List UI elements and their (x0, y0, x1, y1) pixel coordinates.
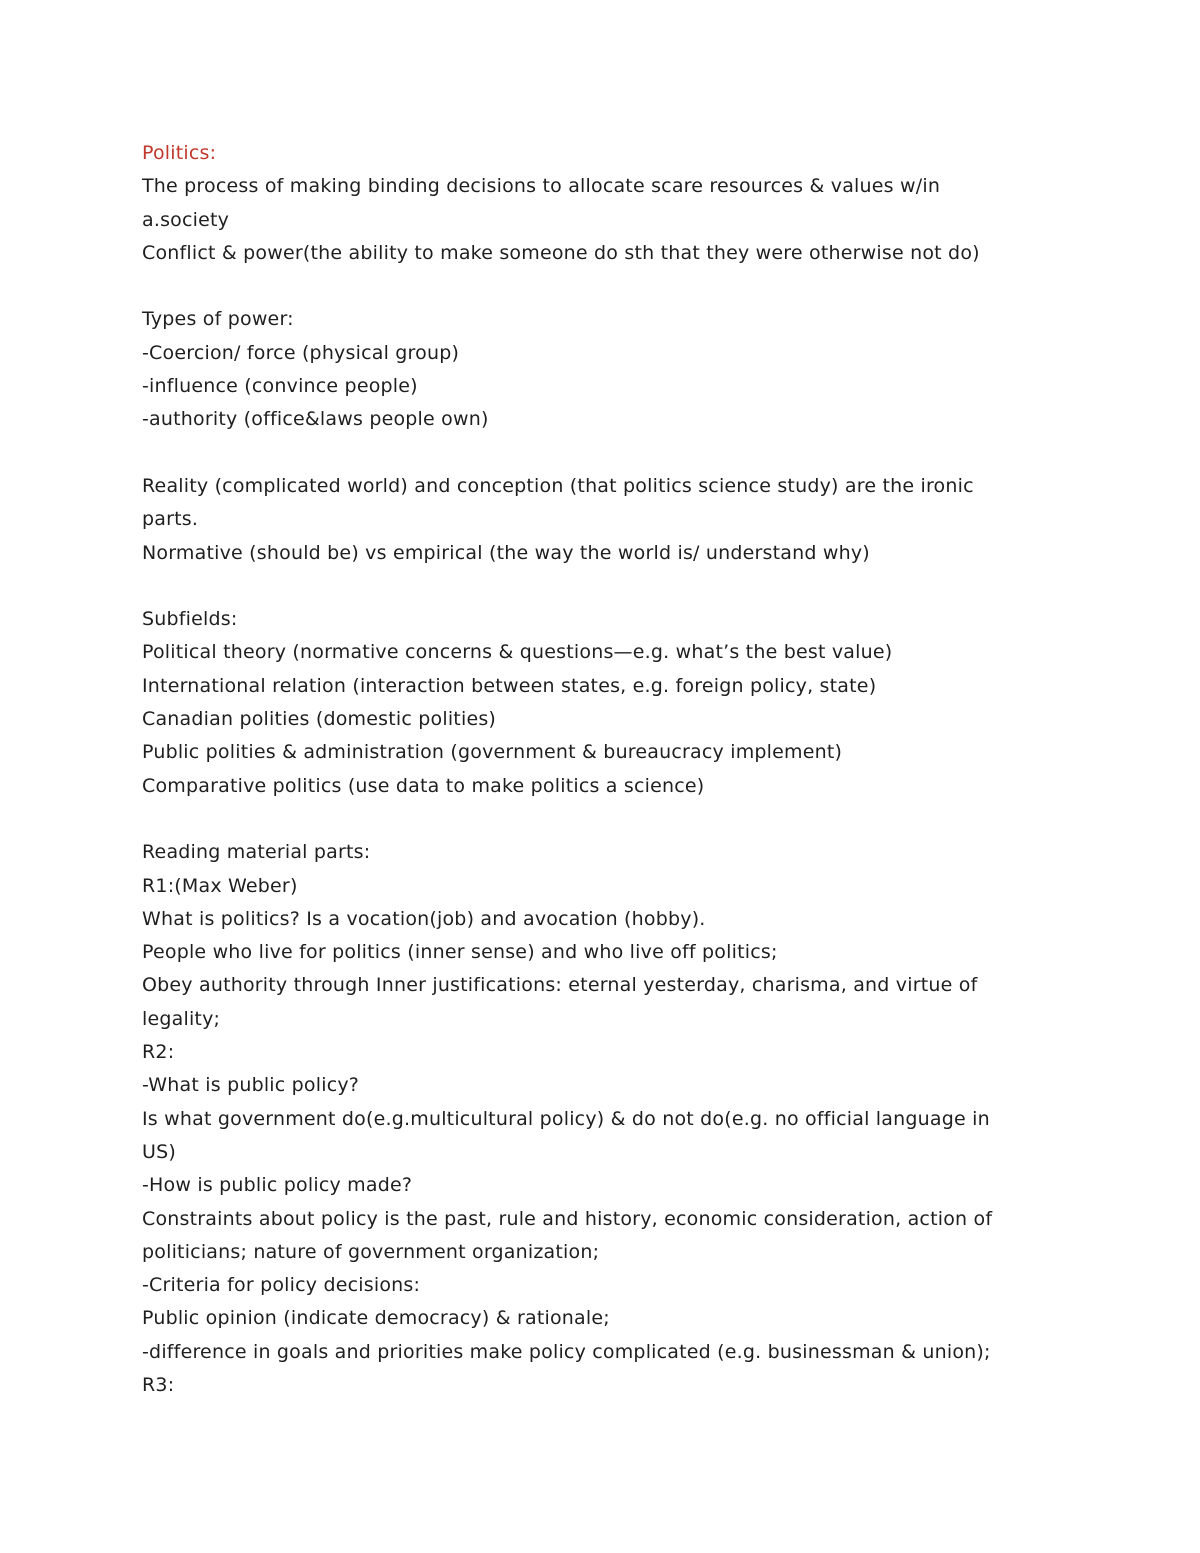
section-heading-politics: Politics: (142, 142, 217, 164)
text-line: Public opinion (indicate democracy) & rationale; (142, 1307, 610, 1330)
subheading-reading-material: Reading material parts: (142, 841, 371, 864)
text-line: Constraints about policy is the past, rule and history, economic consideration, action of (142, 1207, 993, 1230)
blank-line (142, 803, 1052, 836)
text-line: Normative (should be) vs empirical (the way the world is/ understand why) (142, 541, 870, 564)
document-body (142, 137, 1052, 1402)
text-line: People who live for politics (inner sense) and who live off politics; (142, 941, 778, 964)
text-line: Obey authority through Inner justifications: eternal yesterday, charisma, and virtue of (142, 974, 978, 997)
blank-line (142, 570, 1052, 603)
text-line: R2: (142, 1041, 175, 1064)
text-line: -Coercion/ force (physical group) (142, 341, 460, 364)
text-line: International relation (interaction between states, e.g. foreign policy, state) (142, 674, 877, 697)
text-line: US) (142, 1140, 176, 1163)
text-line: Comparative politics (use data to make politics a science) (142, 774, 705, 797)
text-line: -What is public policy? (142, 1074, 360, 1097)
text-line: Public polities & administration (government & bureaucracy implement) (142, 741, 843, 764)
text-line: The process of making binding decisions to allocate scare resources & values w/in (142, 175, 941, 198)
text-line: legality; (142, 1007, 221, 1030)
text-line: R3: (142, 1373, 175, 1396)
text-line: What is politics? Is a vocation(job) and avocation (hobby). (142, 907, 706, 930)
text-line: -How is public policy made? (142, 1174, 413, 1197)
text-line: Is what government do(e.g.multicultural policy) & do not do(e.g. no official language in (142, 1107, 990, 1130)
subheading-subfields: Subfields: (142, 608, 238, 631)
blank-line (142, 270, 1052, 303)
text-line: Reality (complicated world) and conception (that politics science study) are the ironic (142, 474, 974, 497)
text-line: Conflict & power(the ability to make someone do sth that they were otherwise not do) (142, 241, 980, 264)
text-line: Political theory (normative concerns & questions—e.g. what’s the best value) (142, 641, 893, 664)
text-line: -authority (office&laws people own) (142, 408, 489, 431)
text-line: -influence (convince people) (142, 375, 418, 398)
subheading-types-of-power: Types of power: (142, 308, 294, 331)
text-line: -Criteria for policy decisions: (142, 1274, 421, 1297)
text-line: -difference in goals and priorities make policy complicated (e.g. businessman & union); (142, 1340, 991, 1363)
text-line: politicians; nature of government organization; (142, 1240, 600, 1263)
text-line: parts. (142, 508, 199, 531)
text-line: Canadian polities (domestic polities) (142, 708, 497, 731)
blank-line (142, 437, 1052, 470)
text-line: R1:(Max Weber) (142, 874, 298, 897)
text-line: a.society (142, 208, 230, 231)
